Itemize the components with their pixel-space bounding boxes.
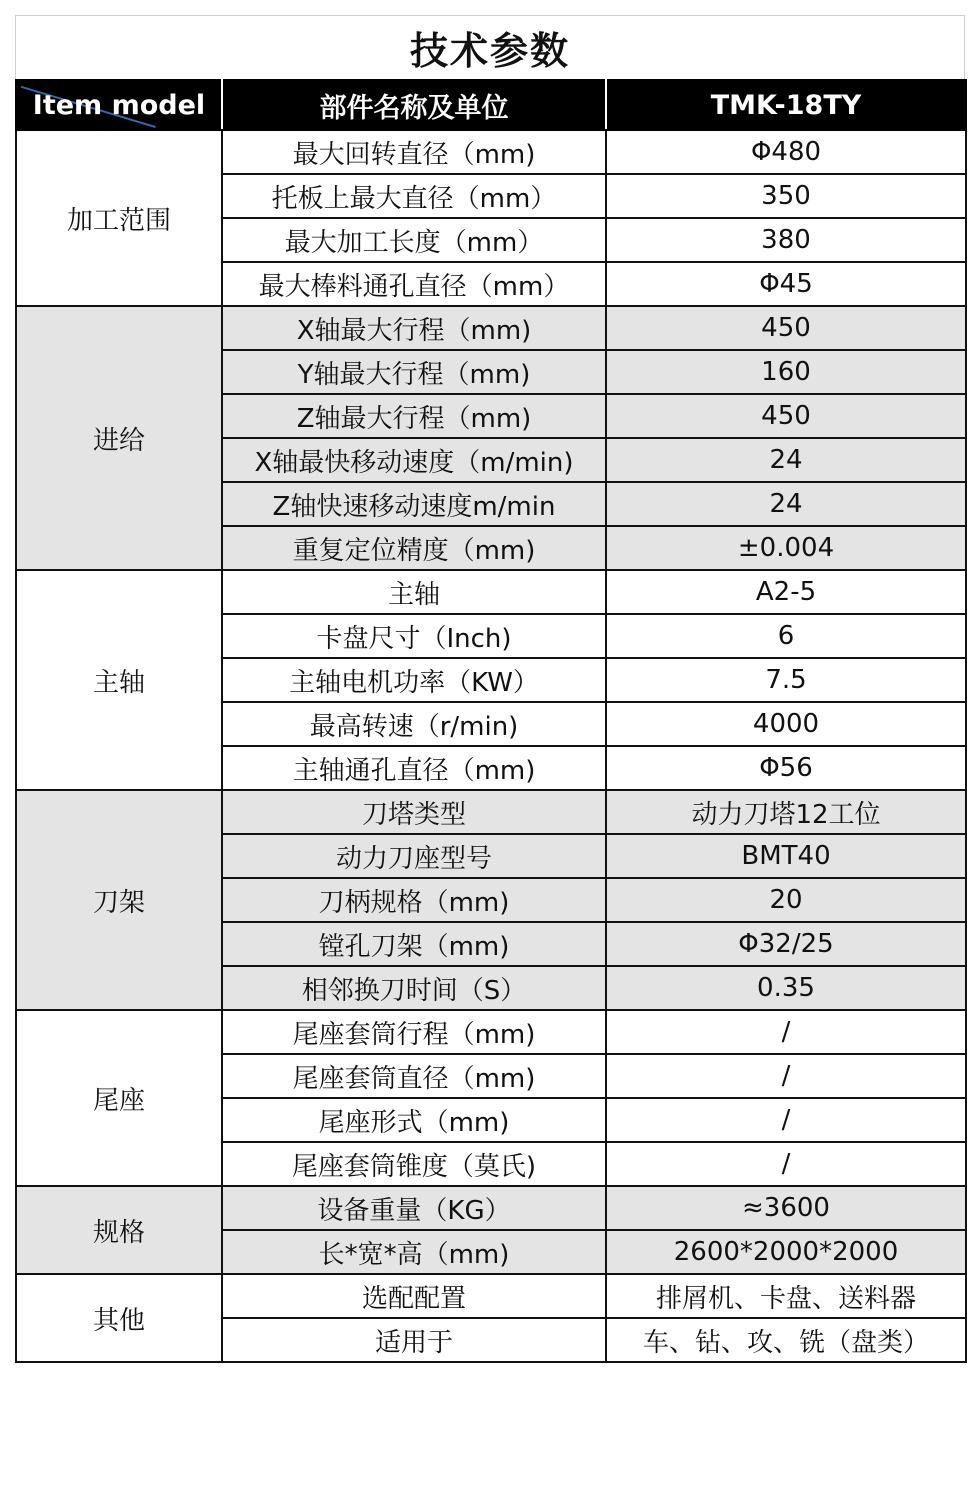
param-name-cell: 尾座形式（mm) <box>222 1098 606 1142</box>
param-name-cell: 相邻换刀时间（S） <box>222 966 606 1010</box>
param-name-cell: 尾座套筒锥度（莫氏) <box>222 1142 606 1186</box>
param-name-cell: 卡盘尺寸（Inch) <box>222 614 606 658</box>
param-name-cell: 镗孔刀架（mm) <box>222 922 606 966</box>
param-value-cell: A2-5 <box>606 570 966 614</box>
group-label: 其他 <box>16 1274 222 1362</box>
param-value-cell: / <box>606 1054 966 1098</box>
param-value-cell: 7.5 <box>606 658 966 702</box>
param-value-cell: 0.35 <box>606 966 966 1010</box>
param-value-cell: 车、钻、攻、铣（盘类） <box>606 1318 966 1362</box>
header-model: TMK-18TY <box>606 80 966 130</box>
param-value-cell: 24 <box>606 482 966 526</box>
param-value-cell: 450 <box>606 394 966 438</box>
param-name-cell: 设备重量（KG） <box>222 1186 606 1230</box>
param-name-cell: X轴最大行程（mm) <box>222 306 606 350</box>
param-name-cell: 动力刀座型号 <box>222 834 606 878</box>
table-row <box>16 1010 966 1054</box>
param-value-cell: 20 <box>606 878 966 922</box>
spec-sheet <box>15 15 965 1363</box>
spec-table <box>15 79 967 1363</box>
param-name-cell: Y轴最大行程（mm) <box>222 350 606 394</box>
group-label: 加工范围 <box>16 130 222 306</box>
header-param: 部件名称及单位 <box>222 80 606 130</box>
param-name-cell: 适用于 <box>222 1318 606 1362</box>
table-row <box>16 306 966 350</box>
param-value-cell: Φ45 <box>606 262 966 306</box>
group-label: 进给 <box>16 306 222 570</box>
param-name-cell: 主轴 <box>222 570 606 614</box>
param-value-cell: 350 <box>606 174 966 218</box>
param-name-cell: Z轴最大行程（mm) <box>222 394 606 438</box>
table-row <box>16 790 966 834</box>
param-value-cell: 160 <box>606 350 966 394</box>
header-item-model <box>16 80 222 130</box>
group-label: 刀架 <box>16 790 222 1010</box>
table-header-row <box>16 80 966 130</box>
param-value-cell: 450 <box>606 306 966 350</box>
header-item-label: Item model <box>32 89 206 121</box>
page-title: 技术参数 <box>15 15 965 79</box>
param-name-cell: 长*宽*高（mm) <box>222 1230 606 1274</box>
param-name-cell: Z轴快速移动速度m/min <box>222 482 606 526</box>
param-value-cell: Φ56 <box>606 746 966 790</box>
group-label: 主轴 <box>16 570 222 790</box>
param-value-cell: 380 <box>606 218 966 262</box>
param-name-cell: 尾座套筒行程（mm) <box>222 1010 606 1054</box>
param-value-cell: 24 <box>606 438 966 482</box>
table-row <box>16 130 966 174</box>
param-name-cell: 刀柄规格（mm) <box>222 878 606 922</box>
param-value-cell: / <box>606 1142 966 1186</box>
param-value-cell: Φ480 <box>606 130 966 174</box>
param-value-cell: 4000 <box>606 702 966 746</box>
param-value-cell: 动力刀塔12工位 <box>606 790 966 834</box>
group-label: 规格 <box>16 1186 222 1274</box>
param-value-cell: 6 <box>606 614 966 658</box>
param-name-cell: 最大加工长度（mm） <box>222 218 606 262</box>
param-value-cell: / <box>606 1098 966 1142</box>
param-name-cell: 选配配置 <box>222 1274 606 1318</box>
param-value-cell: BMT40 <box>606 834 966 878</box>
param-name-cell: 主轴通孔直径（mm) <box>222 746 606 790</box>
param-name-cell: 最大棒料通孔直径（mm） <box>222 262 606 306</box>
param-value-cell: ±0.004 <box>606 526 966 570</box>
table-row <box>16 1186 966 1230</box>
table-body <box>16 130 966 1362</box>
param-value-cell: 2600*2000*2000 <box>606 1230 966 1274</box>
param-value-cell: / <box>606 1010 966 1054</box>
table-row <box>16 570 966 614</box>
param-value-cell: Φ32/25 <box>606 922 966 966</box>
param-name-cell: 刀塔类型 <box>222 790 606 834</box>
param-name-cell: 最高转速（r/min) <box>222 702 606 746</box>
group-label: 尾座 <box>16 1010 222 1186</box>
param-name-cell: 重复定位精度（mm) <box>222 526 606 570</box>
param-name-cell: X轴最快移动速度（m/min) <box>222 438 606 482</box>
param-name-cell: 最大回转直径（mm) <box>222 130 606 174</box>
param-name-cell: 主轴电机功率（KW） <box>222 658 606 702</box>
param-value-cell: 排屑机、卡盘、送料器 <box>606 1274 966 1318</box>
param-name-cell: 托板上最大直径（mm） <box>222 174 606 218</box>
param-name-cell: 尾座套筒直径（mm) <box>222 1054 606 1098</box>
table-row <box>16 1274 966 1318</box>
param-value-cell: ≈3600 <box>606 1186 966 1230</box>
